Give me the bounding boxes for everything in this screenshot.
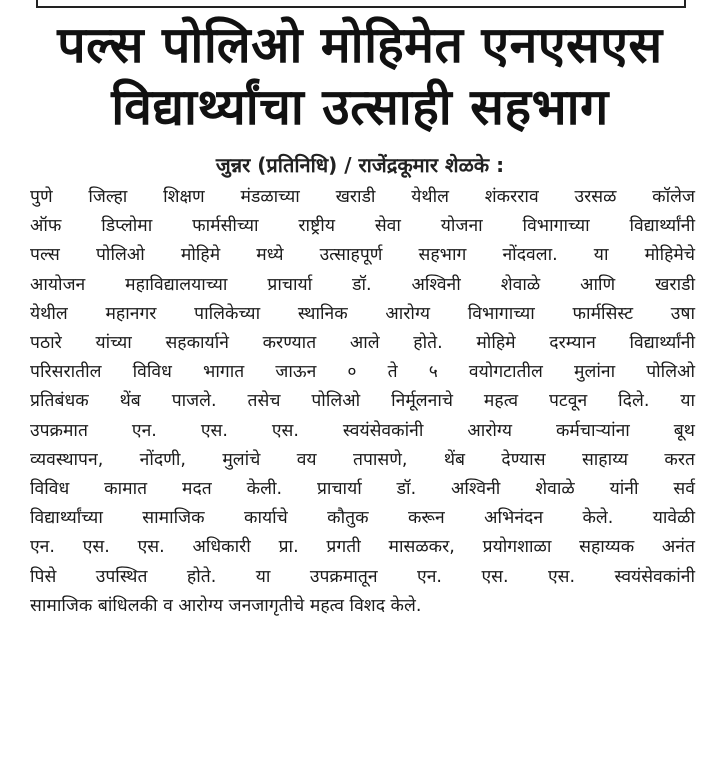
body-line: ऑफ डिप्लोमा फार्मसीच्या राष्ट्रीय सेवा योजना विभागाच्या विद्यार्थ्यांनी xyxy=(30,216,695,237)
body-line: आयोजन महाविद्यालयाच्या प्राचार्या डॉ. अश्विनी शेवाळे आणि खराडी xyxy=(30,274,695,295)
top-border-rule xyxy=(36,0,686,8)
body-line: व्यवस्थापन, नोंदणी, मुलांचे वय तपासणे, थेंब देण्यास साहाय्य करत xyxy=(30,449,695,470)
body-line: एन. एस. एस. अधिकारी प्रा. प्रगती मासळकर, प्रयोगशाळा सहाय्यक अनंत xyxy=(30,537,695,558)
article-body xyxy=(30,183,695,621)
body-line: येथील महानगर पालिकेच्या स्थानिक आरोग्य विभागाच्या फार्मसिस्ट उषा xyxy=(30,303,695,324)
body-line: सामाजिक बांधिलकी व आरोग्य जनजागृतीचे महत्व विशद केले. xyxy=(30,595,422,616)
body-line: पठारे यांच्या सहकार्याने करण्यात आले होते. मोहिमे दरम्यान विद्यार्थ्यांनी xyxy=(30,333,695,354)
body-line: विद्यार्थ्यांच्या सामाजिक कार्याचे कौतुक करून अभिनंदन केले. यावेळी xyxy=(30,508,695,529)
body-line: प्रतिबंधक थेंब पाजले. तसेच पोलिओ निर्मूलनाचे महत्व पटवून दिले. या xyxy=(30,391,695,412)
headline-line-1: पल्स पोलिओ मोहिमेत एनएसएस xyxy=(57,16,663,74)
article-headline xyxy=(0,14,720,138)
body-line: विविध कामात मदत केली. प्राचार्या डॉ. अश्विनी शेवाळे यांनी सर्व xyxy=(30,479,695,500)
body-line: उपक्रमात एन. एस. एस. स्वयंसेवकांनी आरोग्य कर्मचाऱ्यांना बूथ xyxy=(30,420,695,441)
body-line: पुणे जिल्हा शिक्षण मंडळाच्या खराडी येथील शंकरराव उरसळ कॉलेज xyxy=(30,187,695,207)
headline-line-2: विद्यार्थ्यांचा उत्साही सहभाग xyxy=(111,78,609,136)
body-line: पल्स पोलिओ मोहिमे मध्ये उत्साहपूर्ण सहभाग नोंदवला. या मोहिमेचे xyxy=(30,245,695,266)
body-line: परिसरातील विविध भागात जाऊन ० ते ५ वयोगटातील मुलांना पोलिओ xyxy=(30,362,695,383)
body-line: पिसे उपस्थित होते. या उपक्रमातून एन. एस. एस. स्वयंसेवकांनी xyxy=(30,566,695,587)
article-byline: जुन्नर (प्रतिनिधि) / राजेंद्रकूमार शेळके : xyxy=(215,153,505,177)
